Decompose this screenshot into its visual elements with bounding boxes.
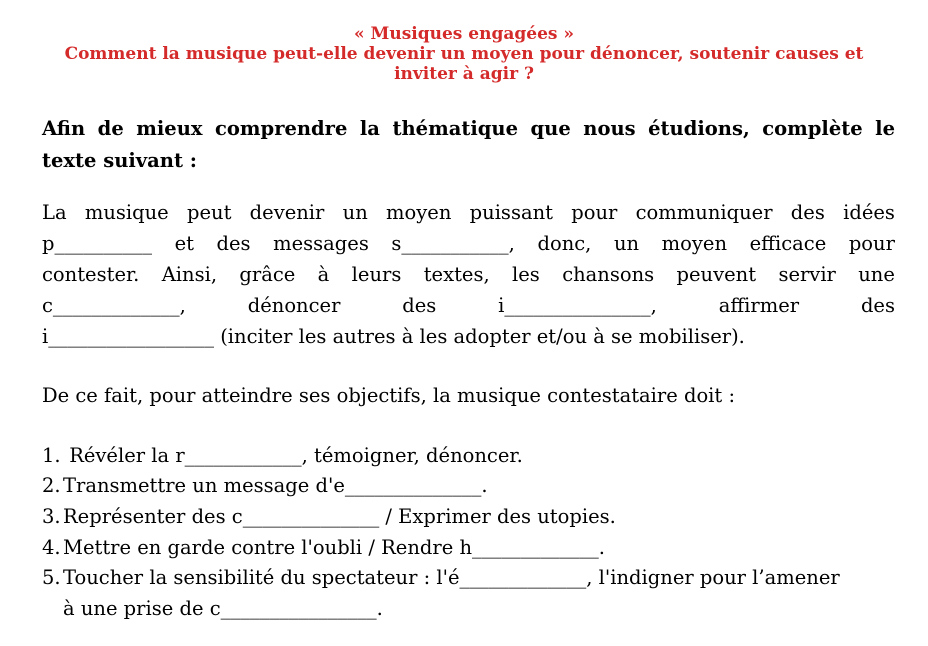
word: messages bbox=[273, 232, 369, 255]
paragraph-line-4 bbox=[42, 291, 895, 321]
word: les bbox=[512, 263, 540, 286]
word: grâce bbox=[239, 263, 296, 286]
list-number: 2. bbox=[42, 474, 61, 497]
worksheet-question-line-2: inviter à agir ? bbox=[394, 64, 534, 84]
word: à bbox=[317, 263, 330, 286]
paragraph-line-5-text: (inciter les autres à les adopter et/ou à se mobiliser). bbox=[214, 325, 745, 348]
word: peut bbox=[186, 201, 232, 224]
word: des bbox=[860, 294, 895, 317]
list-number: 3. bbox=[42, 505, 61, 528]
fill-blank[interactable]: s___________, bbox=[391, 232, 515, 255]
paragraph-line-1 bbox=[42, 198, 895, 228]
list-number: 1. bbox=[42, 444, 61, 467]
fill-blank[interactable]: i_______________, bbox=[498, 294, 657, 317]
word: pour bbox=[848, 232, 895, 255]
word: communiquer bbox=[635, 201, 773, 224]
word: textes, bbox=[423, 263, 490, 286]
word: un bbox=[342, 201, 368, 224]
word: idées bbox=[843, 201, 895, 224]
list-item-4 bbox=[42, 533, 605, 563]
word: donc, bbox=[537, 232, 592, 255]
list-number: 4. bbox=[42, 536, 61, 559]
word: des bbox=[402, 294, 437, 317]
list-text: Toucher la sensibilité du spectateur : l'é_____________, l'indigner pour l’amener bbox=[63, 566, 840, 589]
word: des bbox=[790, 201, 825, 224]
word: devenir bbox=[249, 201, 325, 224]
list-item-3 bbox=[42, 502, 616, 532]
list-text: Révéler la r____________, témoigner, dénoncer. bbox=[63, 444, 523, 467]
instruction-text: Afin de mieux comprendre la thématique que nous étudions, complète le texte suivant : bbox=[42, 117, 895, 172]
word: moyen bbox=[661, 232, 728, 255]
word: chansons bbox=[562, 263, 655, 286]
word: leurs bbox=[351, 263, 402, 286]
paragraph-line-5 bbox=[42, 322, 745, 352]
list-text: Transmettre un message d'e______________. bbox=[63, 474, 488, 497]
fill-blank[interactable]: c_____________, bbox=[42, 294, 186, 317]
lead-text: De ce fait, pour atteindre ses objectifs, la musique contestataire doit : bbox=[42, 384, 736, 407]
list-item-5 bbox=[42, 563, 840, 593]
word: efficace bbox=[749, 232, 827, 255]
word: puissant bbox=[469, 201, 553, 224]
word: peuvent bbox=[676, 263, 757, 286]
list-item-2 bbox=[42, 471, 488, 501]
word: des bbox=[216, 232, 251, 255]
word: moyen bbox=[386, 201, 452, 224]
worksheet-question-line-1: Comment la musique peut-elle devenir un moyen pour dénoncer, soutenir causes et bbox=[64, 44, 864, 64]
word: dénoncer bbox=[247, 294, 341, 317]
list-item-1 bbox=[42, 441, 523, 471]
word: servir bbox=[778, 263, 836, 286]
word: affirmer bbox=[718, 294, 800, 317]
fill-blank[interactable]: i_________________ bbox=[42, 325, 214, 348]
fill-blank[interactable]: p__________ bbox=[42, 232, 152, 255]
word: La bbox=[42, 201, 67, 224]
word: un bbox=[613, 232, 640, 255]
word: et bbox=[174, 232, 194, 255]
word: musique bbox=[84, 201, 169, 224]
word: une bbox=[858, 263, 895, 286]
word: Ainsi, bbox=[161, 263, 218, 286]
paragraph-line-3 bbox=[42, 260, 895, 290]
list-item-5-continuation: à une prise de c________________. bbox=[63, 597, 383, 620]
paragraph-line-2 bbox=[42, 229, 895, 259]
worksheet-title: « Musiques engagées » bbox=[353, 24, 574, 44]
list-text: Représenter des c______________ / Exprimer des utopies. bbox=[63, 505, 616, 528]
list-number: 5. bbox=[42, 566, 61, 589]
word: contester. bbox=[42, 263, 140, 286]
list-text: Mettre en garde contre l'oubli / Rendre h_____________. bbox=[63, 536, 605, 559]
word: pour bbox=[571, 201, 618, 224]
